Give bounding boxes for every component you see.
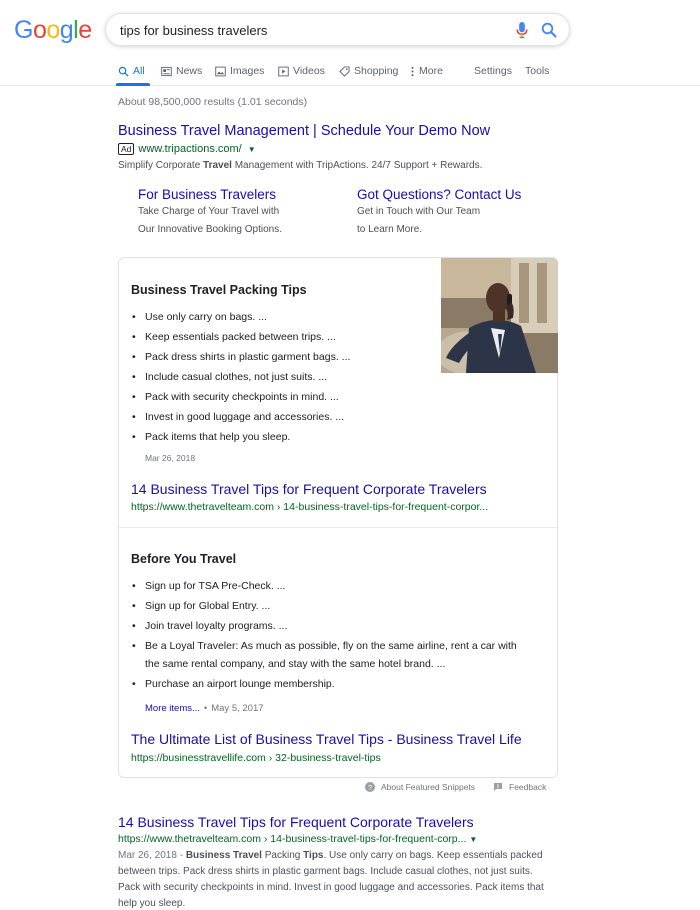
tab-label: Images [230, 65, 265, 77]
result-text: Packing [261, 850, 304, 861]
result-description [118, 848, 548, 910]
search-box[interactable] [105, 13, 570, 46]
sitelink-desc-line: Our Innovative Booking Options. [138, 224, 282, 235]
google-logo[interactable] [14, 16, 92, 45]
logo-letter: e [78, 16, 92, 44]
ad-title-link[interactable]: Business Travel Management | Schedule Your Demo Now [118, 123, 491, 139]
snippet-list [131, 576, 521, 694]
tab-videos[interactable] [278, 65, 325, 77]
snippet-result-url[interactable]: https://www.thetravelteam.com › 14-business-travel-tips-for-frequent-corpor... [131, 501, 489, 513]
sitelink-desc-line: Take Charge of Your Travel with [138, 206, 280, 217]
list-item: • Include casual clothes, not just suits. ... [131, 367, 350, 387]
ad-sitelink [138, 187, 348, 238]
result-title-link[interactable]: 14 Business Travel Tips for Frequent Corporate Travelers [118, 814, 474, 830]
tab-label: Settings [474, 65, 512, 77]
feedback-icon [493, 782, 503, 792]
microphone-icon[interactable] [515, 22, 529, 39]
snippet-heading: Business Travel Packing Tips [131, 283, 307, 297]
active-tab-indicator [116, 83, 150, 86]
sitelink-desc-line: to Learn More. [357, 224, 423, 235]
tab-more[interactable] [410, 65, 443, 77]
tab-shopping[interactable] [339, 65, 398, 77]
search-icon [118, 66, 129, 77]
svg-text:?: ? [367, 783, 373, 792]
list-item: • Pack items that help you sleep. [131, 427, 350, 447]
list-item: • Pack with security checkpoints in mind. ... [131, 387, 350, 407]
tab-label: Videos [293, 65, 325, 77]
snippet-heading: Before You Travel [131, 552, 237, 566]
snippet-result-link[interactable]: The Ultimate List of Business Travel Tips - Business Travel Life [131, 731, 522, 747]
result-date: Mar 26, 2018 - [118, 850, 186, 861]
sitelink-title[interactable]: Got Questions? Contact Us [357, 187, 522, 202]
feedback-link[interactable] [493, 782, 546, 792]
logo-letter: G [14, 16, 33, 44]
list-item: • Be a Loyal Traveler: As much as possible, fly on the same airline, rent a car with the same rental company, and stay with the same hotel brand. ... [131, 637, 521, 673]
more-vert-icon [410, 66, 415, 77]
divider [119, 527, 557, 528]
tab-label: More [419, 65, 443, 77]
ad-badge: Ad [118, 143, 134, 155]
video-icon [278, 66, 289, 77]
businessman-photo[interactable] [441, 258, 558, 373]
search-input[interactable]: tips for business travelers [120, 23, 268, 38]
logo-letter: l [73, 16, 79, 44]
snippet-result-url[interactable]: https://businesstravellife.com › 32-business-travel-tips [131, 752, 381, 764]
about-label: About Featured Snippets [381, 782, 476, 792]
list-item: • Join travel loyalty programs. ... [131, 616, 521, 636]
list-item: • Sign up for Global Entry. ... [131, 596, 521, 616]
ad-url-line [118, 143, 256, 155]
tab-label: Tools [525, 65, 550, 77]
ad-desc-text: Simplify Corporate [118, 160, 204, 171]
tab-label: Shopping [354, 65, 399, 77]
list-item: • Use only carry on bags. ... [131, 307, 350, 327]
caret-down-icon[interactable]: ▼ [247, 144, 256, 154]
list-item: • Keep essentials packed between trips. ... [131, 327, 350, 347]
caret-down-icon[interactable]: ▼ [469, 835, 478, 844]
ad-description [118, 160, 482, 171]
help-icon [365, 782, 375, 792]
sitelink-desc-line: Get in Touch with Our Team [357, 206, 481, 217]
more-items-link[interactable]: More items... [145, 703, 200, 714]
snippet-result-link[interactable]: 14 Business Travel Tips for Frequent Corporate Travelers [131, 481, 487, 497]
news-icon [161, 66, 172, 77]
result-text: . Use only carry on bags. Keep essentials packed between trips. Pack dress shirts in plastic garment bags. Include casual clothes, not just suits. Pack with security checkpoints in mind. Invest in good luggage and accessories. Pack items that help you sleep. [118, 850, 544, 909]
tab-news[interactable] [161, 65, 202, 77]
sitelink-title[interactable]: For Business Travelers [138, 187, 277, 202]
result-stats: About 98,500,000 results (1.01 seconds) [118, 96, 308, 108]
snippet-list [131, 307, 350, 447]
ad-desc-bold: Travel [203, 160, 232, 171]
feedback-label: Feedback [509, 782, 547, 792]
tab-label: All [133, 65, 145, 77]
tab-all[interactable] [118, 65, 145, 77]
featured-snippet-card [118, 257, 558, 778]
list-item: • Pack dress shirts in plastic garment bags. ... [131, 347, 350, 367]
list-item: • Invest in good luggage and accessories. ... [131, 407, 350, 427]
ad-desc-text: Management with TripActions. 24/7 Support + Rewards. [231, 160, 483, 171]
more-items-line: More items... • May 5, 2017 [145, 703, 264, 714]
search-tabs [0, 54, 700, 86]
image-icon [215, 66, 226, 77]
tab-settings[interactable] [474, 65, 512, 77]
result-bold: Tips [303, 850, 324, 861]
result-url[interactable] [118, 833, 477, 845]
photo-image [441, 258, 558, 373]
about-featured-snippets[interactable] [365, 782, 475, 792]
result-url-text: https://www.thetravelteam.com › 14-business-travel-tips-for-frequent-corp... [118, 833, 467, 845]
tab-tools[interactable] [525, 65, 550, 77]
tag-icon [339, 66, 350, 77]
logo-letter: o [46, 16, 60, 44]
logo-letter: g [59, 16, 74, 44]
result-bold: Business Travel [185, 850, 262, 861]
snippet-date: May 5, 2017 [211, 703, 264, 714]
search-icon[interactable] [541, 22, 557, 38]
ad-sitelink [357, 187, 567, 238]
tab-images[interactable] [215, 65, 264, 77]
list-item: • Sign up for TSA Pre-Check. ... [131, 576, 521, 596]
logo-letter: o [32, 16, 47, 44]
list-item: • Purchase an airport lounge membership. [131, 674, 521, 694]
snippet-date: Mar 26, 2018 [145, 453, 196, 463]
ad-url[interactable]: www.tripactions.com/ [138, 143, 242, 155]
tab-label: News [176, 65, 203, 77]
